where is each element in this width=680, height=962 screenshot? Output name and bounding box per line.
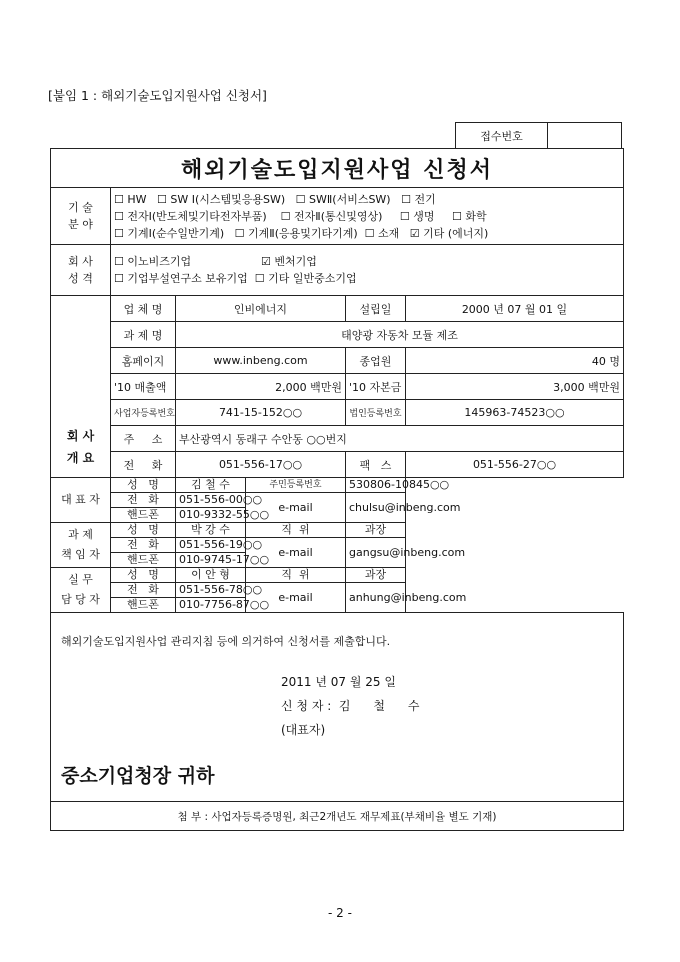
person-role: 실 무 담 당 자	[51, 568, 111, 613]
phone-label: 전 화	[111, 452, 176, 478]
person-role: 대 표 자	[51, 478, 111, 523]
capital-label: '10 자본금	[346, 374, 406, 400]
homepage-label: 홈페이지	[111, 348, 176, 374]
project-label: 과 제 명	[111, 322, 176, 348]
application-form	[50, 148, 624, 831]
name-label: 성 명	[111, 523, 176, 538]
phone-value: 051-556-17○○	[176, 452, 346, 478]
person-name: 김 철 수	[176, 478, 246, 493]
company-name-label: 업 체 명	[111, 296, 176, 322]
address-label: 주 소	[111, 426, 176, 452]
fax-value: 051-556-27○○	[406, 452, 624, 478]
person-extra-label: 주민등록번호	[246, 478, 346, 493]
project-value: 태양광 자동차 모듈 제조	[176, 322, 624, 348]
person-name: 이 안 형	[176, 568, 246, 583]
person-tel: 051-556-19○○	[176, 538, 246, 553]
person-name: 박 강 수	[176, 523, 246, 538]
person-tel: 051-556-00○○	[176, 493, 246, 508]
declaration-section	[51, 613, 624, 802]
sales-value: 2,000 백만원	[176, 374, 346, 400]
company-name-value: 인비에너지	[176, 296, 346, 322]
name-label: 성 명	[111, 478, 176, 493]
sales-label: '10 매출액	[111, 374, 176, 400]
declaration-date: 2011 년 07 월 25 일	[281, 675, 396, 689]
person-extra-value: 과장	[346, 523, 406, 538]
tech-field-options[interactable]: ☐ HW ☐ SW Ⅰ(시스템및응용SW) ☐ SWⅡ(서비스SW) ☐ 전기 ☐ 전자Ⅰ(반도체및기타전자부품) ☐ 전자Ⅱ(통신및영상) ☐ 생명 ☐ 화학 ☐ 기계Ⅰ(순수일반기계) ☐ 기계Ⅱ(응용및기타기계) ☐ 소재 ☑ 기타 (에너지)	[111, 188, 624, 245]
employees-value: 40 명	[406, 348, 624, 374]
form-title: 해외기술도입지원사업 신청서	[51, 149, 624, 188]
company-type-options[interactable]: ☐ 이노비즈기업 ☑ 벤처기업 ☐ 기업부설연구소 보유기업 ☐ 기타 일반중소기업	[111, 245, 624, 296]
email-label: e-mail	[246, 538, 346, 568]
person-email: gangsu@inbeng.com	[346, 538, 406, 568]
mobile-label: 핸드폰	[111, 508, 176, 523]
receipt-number-box	[455, 122, 622, 148]
tel-label: 전 화	[111, 493, 176, 508]
email-label: e-mail	[246, 583, 346, 613]
addressee: 중소기업청장 귀하	[61, 765, 215, 787]
applicant-role: (대표자)	[281, 723, 326, 737]
biz-no-value: 741-15-152○○	[176, 400, 346, 426]
founded-value: 2000 년 07 월 01 일	[406, 296, 624, 322]
person-email: anhung@inbeng.com	[346, 583, 406, 613]
person-role: 과 제 책 임 자	[51, 523, 111, 568]
founded-label: 설립일	[346, 296, 406, 322]
overview-label: 회 사 개 요	[51, 296, 111, 478]
person-extra-value: 530806-10845○○	[346, 478, 406, 493]
tel-label: 전 화	[111, 583, 176, 598]
name-label: 성 명	[111, 568, 176, 583]
person-mobile: 010-7756-87○○	[176, 598, 246, 613]
corp-no-label: 법인등록번호	[346, 400, 406, 426]
attachment-heading: [붙임 1 : 해외기술도입지원사업 신청서]	[48, 88, 267, 103]
mobile-label: 핸드폰	[111, 598, 176, 613]
person-email: chulsu@inbeng.com	[346, 493, 406, 523]
person-mobile: 010-9332-55○○	[176, 508, 246, 523]
capital-value: 3,000 백만원	[406, 374, 624, 400]
biz-no-label: 사업자등록번호	[111, 400, 176, 426]
person-extra-value: 과장	[346, 568, 406, 583]
tech-field-label: 기 술 분 야	[51, 188, 111, 245]
page-number: - 2 -	[328, 906, 352, 920]
person-tel: 051-556-78○○	[176, 583, 246, 598]
person-extra-label: 직 위	[246, 523, 346, 538]
company-type-label: 회 사 성 격	[51, 245, 111, 296]
mobile-label: 핸드폰	[111, 553, 176, 568]
applicant-name: 신 청 자 : 김 철 수	[281, 699, 420, 713]
fax-label: 팩 스	[346, 452, 406, 478]
tel-label: 전 화	[111, 538, 176, 553]
employees-label: 종업원	[346, 348, 406, 374]
address-value: 부산광역시 동래구 수안동 ○○번지	[176, 426, 624, 452]
receipt-number-label: 접수번호	[456, 123, 548, 148]
email-label: e-mail	[246, 493, 346, 523]
person-mobile: 010-9745-17○○	[176, 553, 246, 568]
declaration-text: 해외기술도입지원사업 관리지침 등에 의거하여 신청서를 제출합니다.	[61, 635, 391, 648]
corp-no-value: 145963-74523○○	[406, 400, 624, 426]
homepage-value: www.inbeng.com	[176, 348, 346, 374]
person-extra-label: 직 위	[246, 568, 346, 583]
attachments-note: 첨 부 : 사업자등록증명원, 최근2개년도 재무제표(부채비율 별도 기재)	[51, 802, 624, 831]
